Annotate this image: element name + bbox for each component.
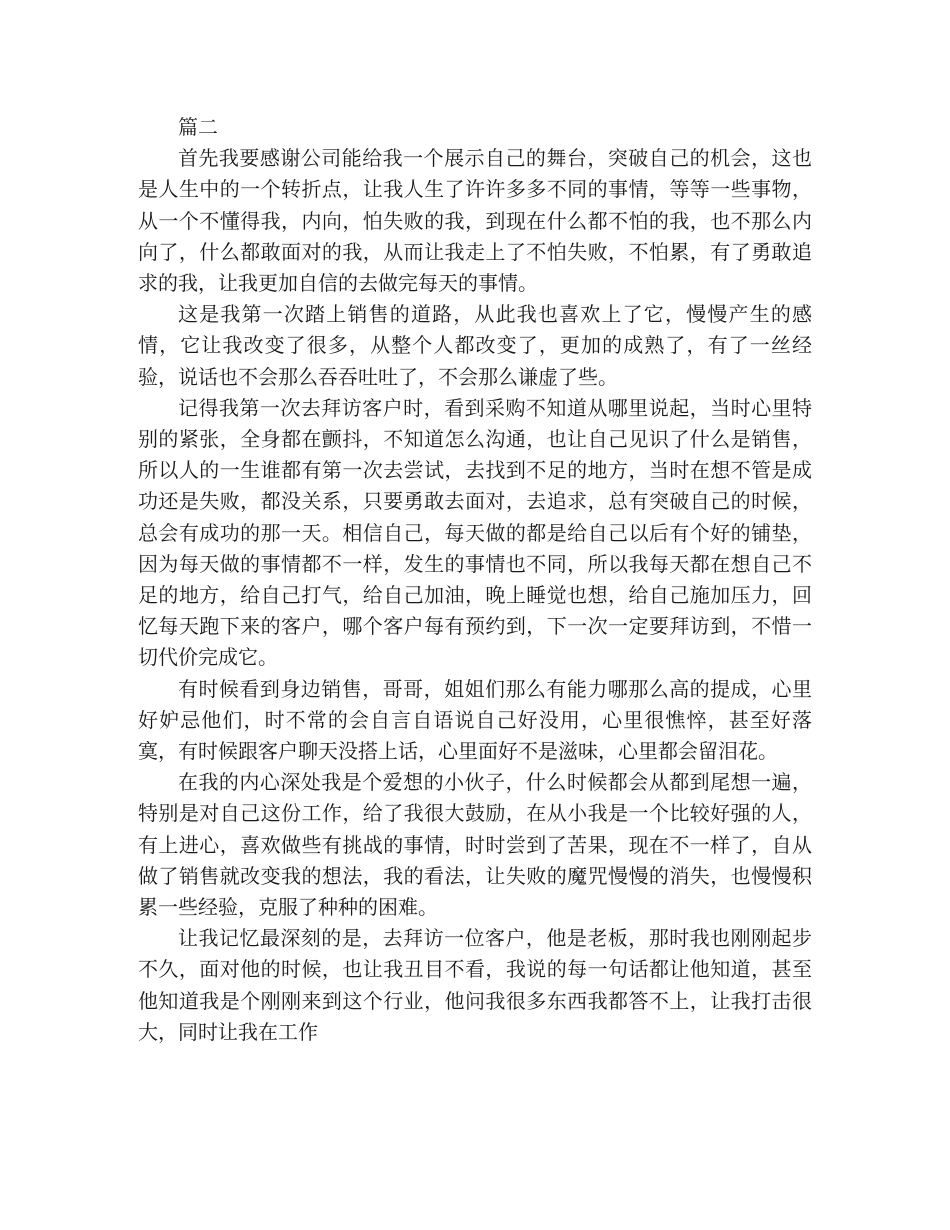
document-page: [138, 112, 812, 1048]
paragraph-1: 首先我要感谢公司能给我一个展示自己的舞台，突破自己的机会，这也是人生中的一个转折点，让我人生了许许多多不同的事情，等等一些事物，从一个不懂得我，内向，怕失败的我，到现在什么都不怕的我，也不那么内向了，什么都敢面对的我，从而让我走上了不怕失败，不怕累，有了勇敢追求的我，让我更加自信的去做完每天的事情。: [138, 146, 812, 296]
section-heading: 篇二: [178, 115, 218, 139]
paragraph-6: 让我记忆最深刻的是，去拜访一位客户，他是老板，那时我也刚刚起步不久，面对他的时候，也让我丑目不看，我说的每一句话都让他知道，甚至他知道我是个刚刚来到这个行业，他问我很多东西我都答不上，让我打击很大，同时让我在工作: [138, 926, 812, 1044]
paragraph-3: 记得我第一次去拜访客户时，看到采购不知道从哪里说起，当时心里特别的紧张，全身都在颤抖，不知道怎么沟通，也让自己见识了什么是销售，所以人的一生谁都有第一次去尝试，去找到不足的地方，当时在想不管是成功还是失败，都没关系，只要勇敢去面对，去追求，总有突破自己的时候，总会有成功的那一天。相信自己，每天做的都是给自己以后有个好的铺垫，因为每天做的事情都不一样，发生的事情也不同，所以我每天都在想自己不足的地方，给自己打气，给自己加油，晚上睡觉也想，给自己施加压力，回忆每天跑下来的客户，哪个客户每有预约到，下一次一定要拜访到，不惜一切代价完成它。: [138, 395, 812, 670]
paragraph-5: 在我的内心深处我是个爱想的小伙子，什么时候都会从都到尾想一遍，特别是对自己这份工作，给了我很大鼓励，在从小我是一个比较好强的人，有上进心，喜欢做些有挑战的事情，时时尝到了苦果，现在不一样了，自从做了销售就改变我的想法，我的看法，让失败的魔咒慢慢的消失，也慢慢积累一些经验，克服了种种的困难。: [138, 770, 812, 920]
paragraph-2: 这是我第一次踏上销售的道路，从此我也喜欢上了它，慢慢产生的感情，它让我改变了很多，从整个人都改变了，更加的成熟了，有了一丝经验，说话也不会那么吞吞吐吐了，不会那么谦虚了些。: [138, 302, 812, 389]
paragraph-4: 有时候看到身边销售，哥哥，姐姐们那么有能力哪那么高的提成，心里好妒忌他们，时不常的会自言自语说自己好没用，心里很憔悴，甚至好落寞，有时候跟客户聊天没搭上话，心里面好不是滋味，心里都会留泪花。: [138, 676, 812, 764]
